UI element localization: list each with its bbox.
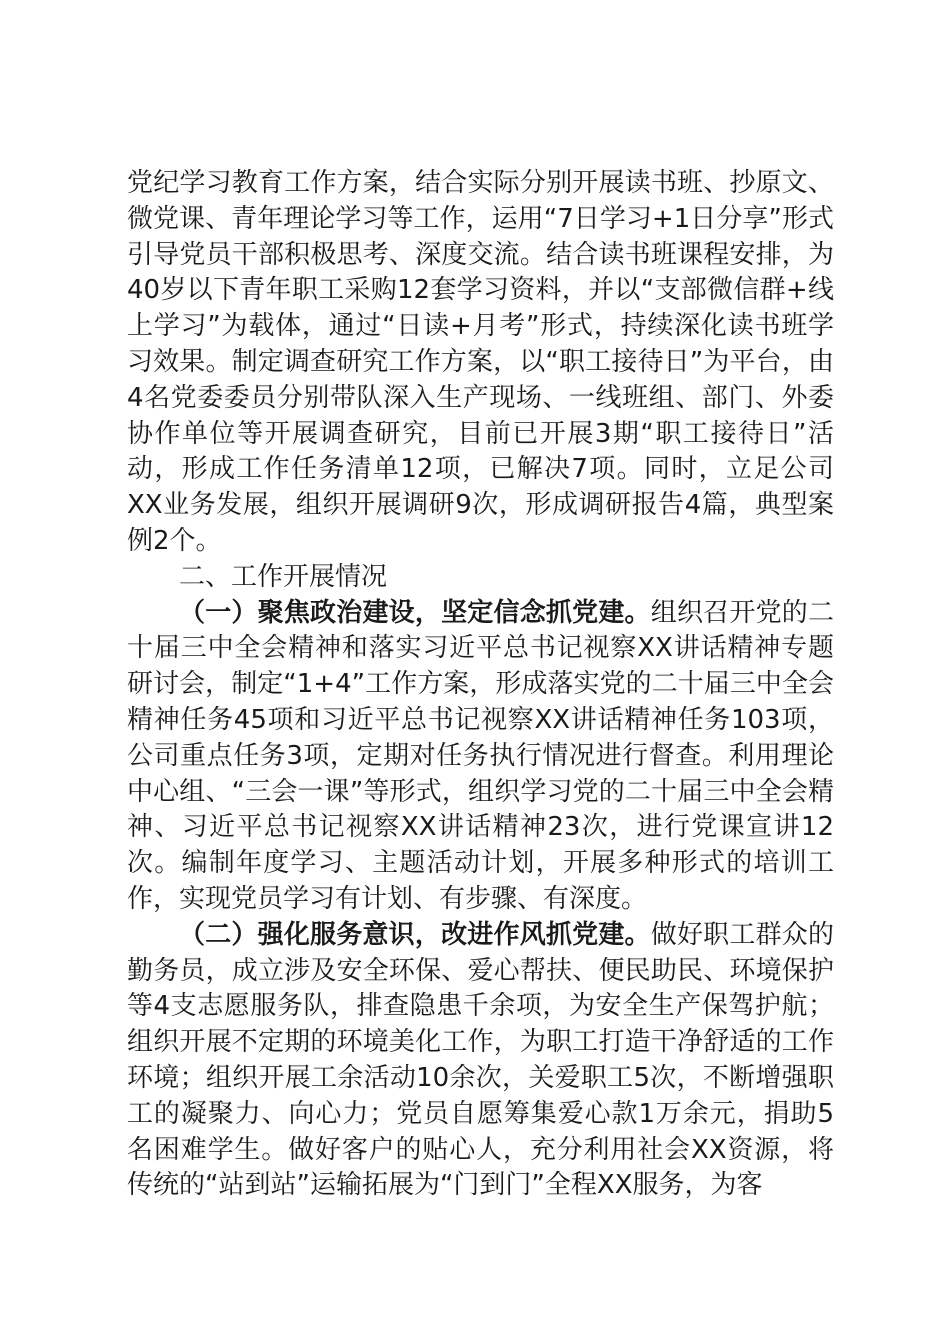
- document-body: [127, 166, 834, 1204]
- paragraph-lead: （二）强化服务意识，改进作风抓党建。: [179, 919, 651, 950]
- paragraph-text: 组织召开党的二十届三中全会精神和落实习近平总书记视察XX讲话精神专题研讨会，制定“1+4”工作方案，形成落实党的二十届三中全会精神任务45项和习近平总书记视察XX讲话精神任务103项，公司重点任务3项，定期对任务执行情况进行督查。利用理论中心组、“三会一课”等形式，组织学习党的二十届三中全会精神、习近平总书记视察XX讲话精神23次，进行党课宣讲12次。编制年度学习、主题活动计划，开展多种形式的培训工作，实现党员学习有计划、有步骤、有深度。: [127, 597, 834, 914]
- paragraph-political-building: [127, 596, 834, 918]
- paragraph-service-awareness: [127, 918, 834, 1204]
- paragraph-continuation: [127, 166, 834, 560]
- section-heading: 二、工作开展情况: [179, 561, 388, 592]
- paragraph-text: 做好职工群众的勤务员，成立涉及安全环保、爱心帮扶、便民助民、环境保护等4支志愿服务队，排查隐患千余项，为安全生产保驾护航；组织开展不定期的环境美化工作，为职工打造干净舒适的工作环境；组织开展工余活动10余次，关爱职工5次，不断增强职工的凝聚力、向心力；党员自愿筹集爱心款1万余元，捐助5名困难学生。做好客户的贴心人，充分利用社会XX资源，将传统的“站到站”运输拓展为“门到门”全程XX服务，为客: [127, 919, 834, 1201]
- paragraph-lead: （一）聚焦政治建设，坚定信念抓党建。: [179, 597, 651, 628]
- paragraph-text: 党纪学习教育工作方案，结合实际分别开展读书班、抄原文、微党课、青年理论学习等工作，运用“7日学习+1日分享”形式引导党员干部积极思考、深度交流。结合读书班课程安排，为40岁以下青年职工采购12套学习资料，并以“支部微信群+线上学习”为载体，通过“日读+月考”形式，持续深化读书班学习效果。制定调查研究工作方案，以“职工接待日”为平台，由4名党委委员分别带队深入生产现场、一线班组、部门、外委协作单位等开展调查研究，目前已开展3期“职工接待日”活动，形成工作任务清单12项，已解决7项。同时，立足公司XX业务发展，组织开展调研9次，形成调研报告4篇，典型案例2个。: [127, 168, 834, 556]
